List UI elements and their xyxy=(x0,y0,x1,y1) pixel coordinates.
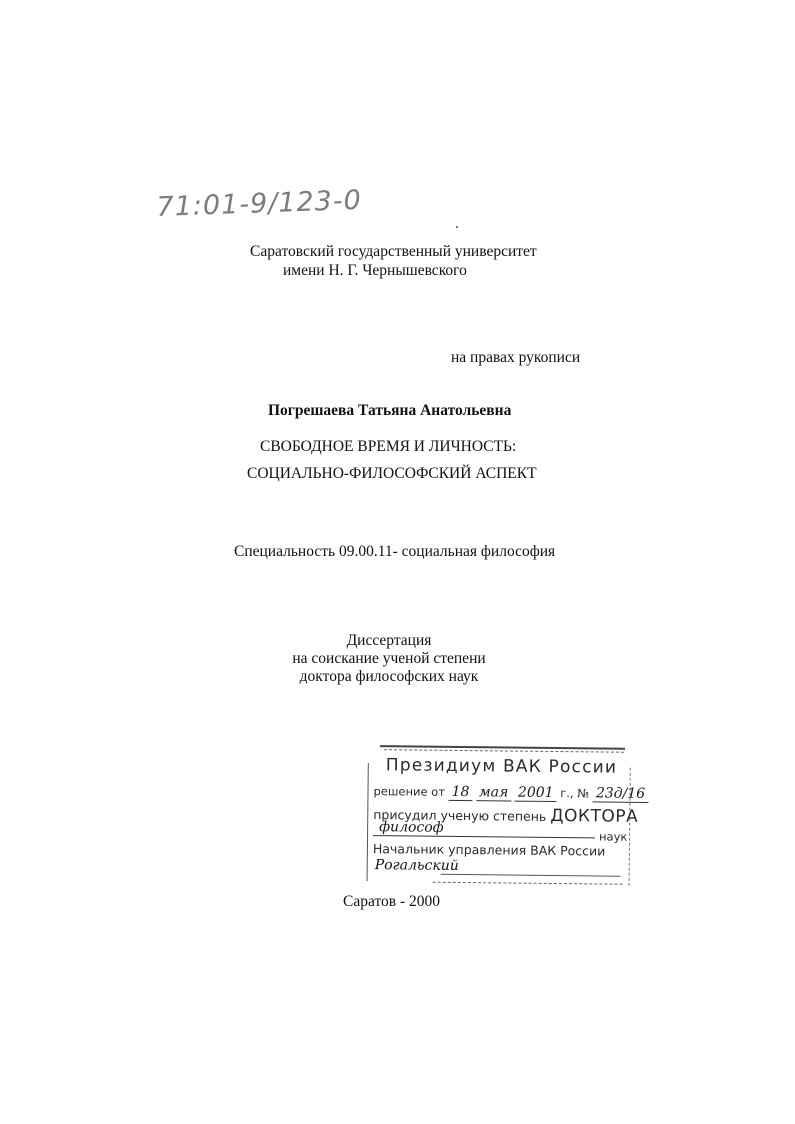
specialty: Специальность 09.00.11- социальная философия xyxy=(234,543,556,560)
institution-dedication: имени Н. Г. Чернышевского xyxy=(283,262,467,279)
dissertation-label: Диссертация xyxy=(346,632,432,649)
stamp-degree: ДОКТОРА xyxy=(550,805,639,827)
stamp-decision-year: 2001 xyxy=(515,785,557,802)
stamp-decision-month: мая xyxy=(476,784,511,801)
dissertation-purpose: на соискание ученой степени xyxy=(292,650,486,667)
stamp-decision-prefix: решение от xyxy=(373,784,446,799)
stamp-decision-day: 18 xyxy=(449,784,473,801)
stamp-border xyxy=(367,763,369,881)
stamp-field-line xyxy=(373,835,595,838)
speck-mark xyxy=(456,226,458,228)
stamp-awarded-text: присудил ученую степень xyxy=(373,807,547,824)
stamp-heading: Президиум ВАК России xyxy=(385,755,618,778)
stamp-field-handwritten: философ xyxy=(379,819,444,836)
author-name: Погрешаева Татьяна Анатольевна xyxy=(268,402,512,419)
manuscript-note: на правах рукописи xyxy=(451,349,581,366)
stamp-decision-number: 23д/16 xyxy=(593,785,648,803)
city-year: Саратов - 2000 xyxy=(343,893,440,910)
stamp-decision-year-suffix: г., № xyxy=(560,786,590,801)
stamp-decision xyxy=(373,783,648,803)
stamp-signature: Рогальский xyxy=(374,857,459,874)
stamp-border xyxy=(384,749,624,753)
vak-stamp xyxy=(363,745,646,888)
stamp-signature-line xyxy=(441,874,621,877)
stamp-field-suffix: наук xyxy=(598,829,628,844)
dissertation-title-line-2: СОЦИАЛЬНО-ФИЛОСОФСКИЙ АСПЕКТ xyxy=(247,465,537,482)
stamp-border xyxy=(433,882,623,885)
stamp-head-title: Начальник управления ВАК России xyxy=(372,841,606,859)
institution-name: Саратовский государственный университет xyxy=(250,243,537,260)
dissertation-title-line-1: СВОБОДНОЕ ВРЕМЯ И ЛИЧНОСТЬ: xyxy=(260,438,517,455)
archive-code-handwritten: 71:01-9/123-0 xyxy=(156,184,363,223)
dissertation-degree: доктора философских наук xyxy=(299,668,479,685)
